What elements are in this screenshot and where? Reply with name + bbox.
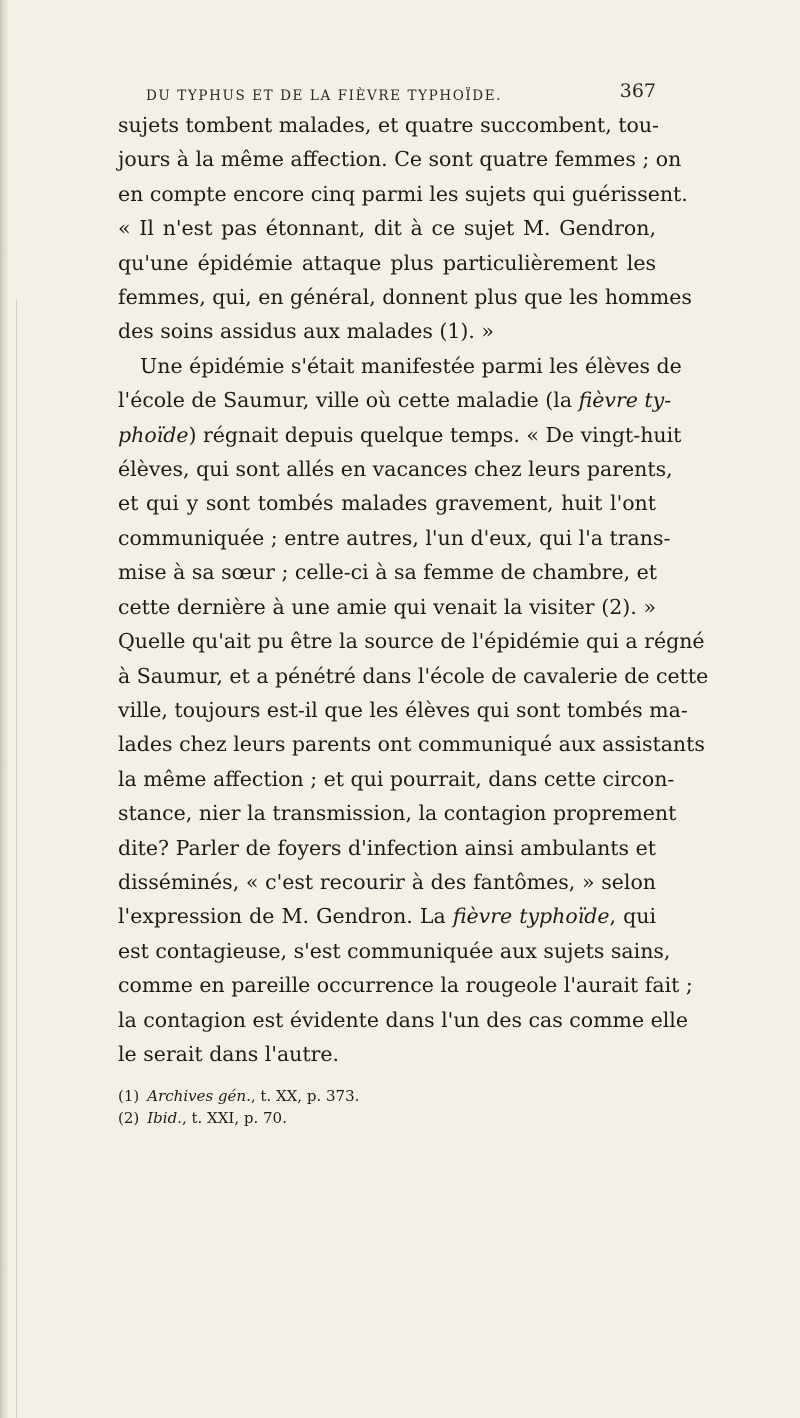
text-run: ) régnait depuis quelque temps. « De vingt-huit	[188, 422, 682, 447]
text-line: à Saumur, et a pénétré dans l'école de cavalerie de cette	[118, 663, 709, 688]
text-line: le serait dans l'autre.	[118, 1041, 340, 1066]
page-number: 367	[619, 80, 656, 102]
text-line: la contagion est évidente dans l'un des cas comme elle	[118, 1007, 688, 1032]
text-line	[118, 383, 672, 417]
footnote-detail: , t. XXI, p. 70.	[181, 1109, 287, 1128]
text-line: cette dernière à une amie qui venait la visiter (2). »	[118, 594, 656, 619]
page-edge-shadow	[0, 0, 8, 1418]
text-line: la même affection ; et qui pourrait, dans cette circon-	[118, 766, 675, 791]
text-line: des soins assidus aux malades (1). »	[118, 319, 494, 344]
text-line: stance, nier la transmission, la contagion proprement	[118, 801, 677, 826]
footnote-source: Archives gén.	[147, 1087, 251, 1106]
text-line: communiquée ; entre autres, l'un d'eux, qui l'a trans-	[118, 525, 671, 550]
text-line: et qui y sont tombés malades gravement, huit l'ont	[118, 491, 656, 516]
italic-term: fièvre typhoïde	[452, 904, 610, 929]
text-line: élèves, qui sont allés en vacances chez leurs parents,	[118, 457, 673, 482]
text-line: disséminés, « c'est recourir à des fantômes, » selon	[118, 869, 656, 894]
page-header	[118, 74, 656, 108]
text-line: Une épidémie s'était manifestée parmi les élèves de	[140, 353, 682, 378]
footnote-mark: (2)	[118, 1109, 140, 1128]
text-line: mise à sa sœur ; celle-ci à sa femme de chambre, et	[118, 560, 658, 585]
footnotes	[118, 1085, 656, 1129]
book-page	[118, 74, 709, 1129]
text-line: « Il n'est pas étonnant, dit à ce sujet M. Gendron,	[118, 216, 656, 241]
running-head: DU TYPHUS ET DE LA FIÈVRE TYPHOÏDE.	[146, 88, 503, 104]
text-line: lades chez leurs parents ont communiqué aux assistants	[118, 732, 705, 757]
text-line: jours à la même affection. Ce sont quatre femmes ; on	[118, 147, 682, 172]
text-line: qu'une épidémie attaque plus particulièrement les	[118, 250, 656, 275]
text-line: sujets tombent malades, et quatre succombent, tou-	[118, 113, 659, 137]
text-line: est contagieuse, s'est communiquée aux sujets sains,	[118, 938, 671, 963]
body-text	[118, 108, 709, 1071]
text-line: dite? Parler de foyers d'infection ainsi ambulants et	[118, 835, 656, 860]
text-line: femmes, qui, en général, donnent plus que les hommes	[118, 285, 692, 310]
footnote-2	[118, 1107, 656, 1129]
text-line: comme en pareille occurrence la rougeole l'aurait fait ;	[118, 973, 693, 998]
text-line	[118, 899, 656, 933]
footnote-1	[118, 1085, 656, 1107]
page-edge-line	[16, 300, 17, 1418]
text-line: Quelle qu'ait pu être la source de l'épidémie qui a régné	[118, 629, 705, 654]
text-line: en compte encore cinq parmi les sujets qui guérissent.	[118, 181, 688, 206]
text-run: l'expression de M. Gendron. La	[118, 904, 446, 929]
footnote-source: Ibid.	[147, 1109, 182, 1128]
italic-term: fièvre ty-	[578, 388, 672, 413]
footnote-detail: , t. XX, p. 373.	[250, 1087, 360, 1106]
footnote-mark: (1)	[118, 1087, 140, 1106]
text-run: l'école de Saumur, ville où cette maladie (la	[118, 388, 573, 413]
text-line: ville, toujours est-il que les élèves qui sont tombés ma-	[118, 697, 688, 722]
text-line	[118, 418, 682, 452]
italic-term: phoïde	[118, 422, 189, 447]
text-run: , qui	[609, 904, 656, 929]
